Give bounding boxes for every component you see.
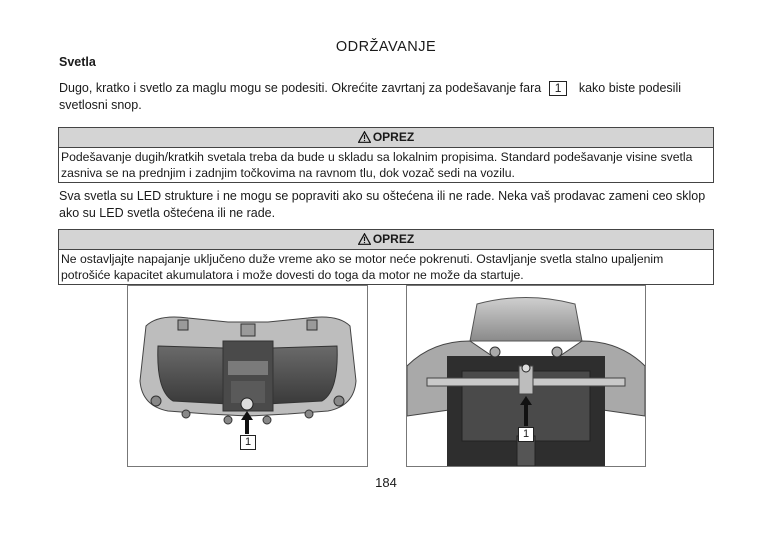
caution-heading	[59, 128, 713, 148]
paragraph-text-before: Dugo, kratko i svetlo za maglu mogu se podesiti. Okrećite zavrtanj za podešavanje fara	[59, 81, 542, 95]
caution-heading-text: OPREZ	[372, 232, 415, 246]
headlight-rear-figure	[406, 285, 646, 467]
warning-triangle-icon	[358, 233, 371, 245]
caution-body: Podešavanje dugih/kratkih svetala treba da bude u skladu sa lokalnim propisima. Standard podešavanje visine svetla zasniva se na prednjim i zadnjim točkovima na ravnom tlu, dok vozač sedi na vozilu.	[61, 150, 693, 180]
paragraph-text-after: kako biste podesili svetlosni snop.	[59, 81, 682, 112]
headlight-assembly-figure	[127, 285, 368, 467]
caution-box-1	[58, 127, 714, 183]
callout-number: 1	[549, 81, 568, 96]
caution-heading-text: OPREZ	[372, 130, 415, 144]
section-title: Svetla	[59, 55, 96, 69]
figure-callout: 1	[518, 427, 534, 442]
caution-box-2	[58, 229, 714, 285]
paragraph-led: Sva svetla su LED strukture i ne mogu se popraviti ako su oštećena ili ne rade. Neka vaš prodavac zameni ceo sklop ako su LED svetla oštećena ili ne rade.	[59, 189, 706, 220]
page-number: 184	[375, 475, 397, 490]
figure-callout: 1	[240, 435, 256, 450]
page-header-title: ODRŽAVANJE	[335, 39, 437, 55]
caution-body: Ne ostavljajte napajanje uključeno duže vreme ako se motor neće pokrenuti. Ostavljanje svetla stalno upaljenim potrošiće kapacitet akumulatora i može dovesti do toga da motor ne može da startuje.	[61, 252, 664, 282]
warning-triangle-icon	[358, 131, 371, 143]
caution-heading	[59, 230, 713, 250]
paragraph-adjustment	[59, 80, 709, 114]
